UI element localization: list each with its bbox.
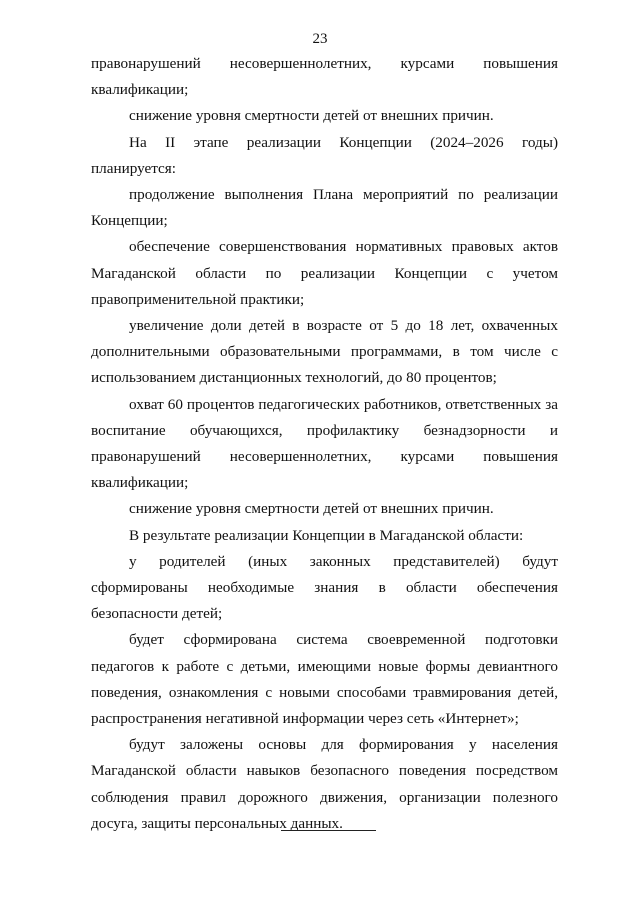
- document-body: [91, 51, 558, 837]
- paragraph: будут заложены основы для формирования у населения Магаданской области навыков безопасного поведения посредством соблюдения правил дорожного движения, организации полезного досуга, защиты персональных данных.: [91, 736, 558, 832]
- page-number: 23: [312, 31, 328, 47]
- paragraph: увеличение доли детей в возрасте от 5 до 18 лет, охваченных дополнительными образовательными программами, в том числе с использованием дистанционных технологий, до 80 процентов;: [91, 317, 558, 387]
- paragraph: у родителей (иных законных представителей) будут сформированы необходимые знания в области обеспечения безопасности детей;: [91, 552, 558, 623]
- paragraph: продолжение выполнения Плана мероприятий по реализации Концепции;: [91, 186, 558, 230]
- paragraph: будет сформирована система своевременной подготовки педагогов к работе с детьми, имеющими новые формы девиантного поведения, ознакомления с новыми способами травмирования детей, распространения негативной информации через сеть «Интернет»;: [91, 631, 558, 728]
- paragraph: На II этапе реализации Концепции (2024–2026 годы) планируется:: [91, 133, 558, 177]
- paragraph-continuation: правонарушений несовершеннолетних, курсами повышения квалификации;: [91, 55, 558, 99]
- paragraph: снижение уровня смертности детей от внешних причин.: [129, 500, 494, 518]
- paragraph: снижение уровня смертности детей от внешних причин.: [129, 107, 494, 125]
- footer-divider: [281, 830, 376, 831]
- paragraph: охват 60 процентов педагогических работников, ответственных за воспитание обучающихся, профилактику безнадзорности и правонарушений несовершеннолетних, курсами повышения квалификации;: [91, 395, 558, 492]
- paragraph: обеспечение совершенствования нормативных правовых актов Магаданской области по реализации Концепции с учетом правоприменительной практики;: [91, 238, 558, 308]
- paragraph: В результате реализации Концепции в Магаданской области:: [129, 526, 524, 544]
